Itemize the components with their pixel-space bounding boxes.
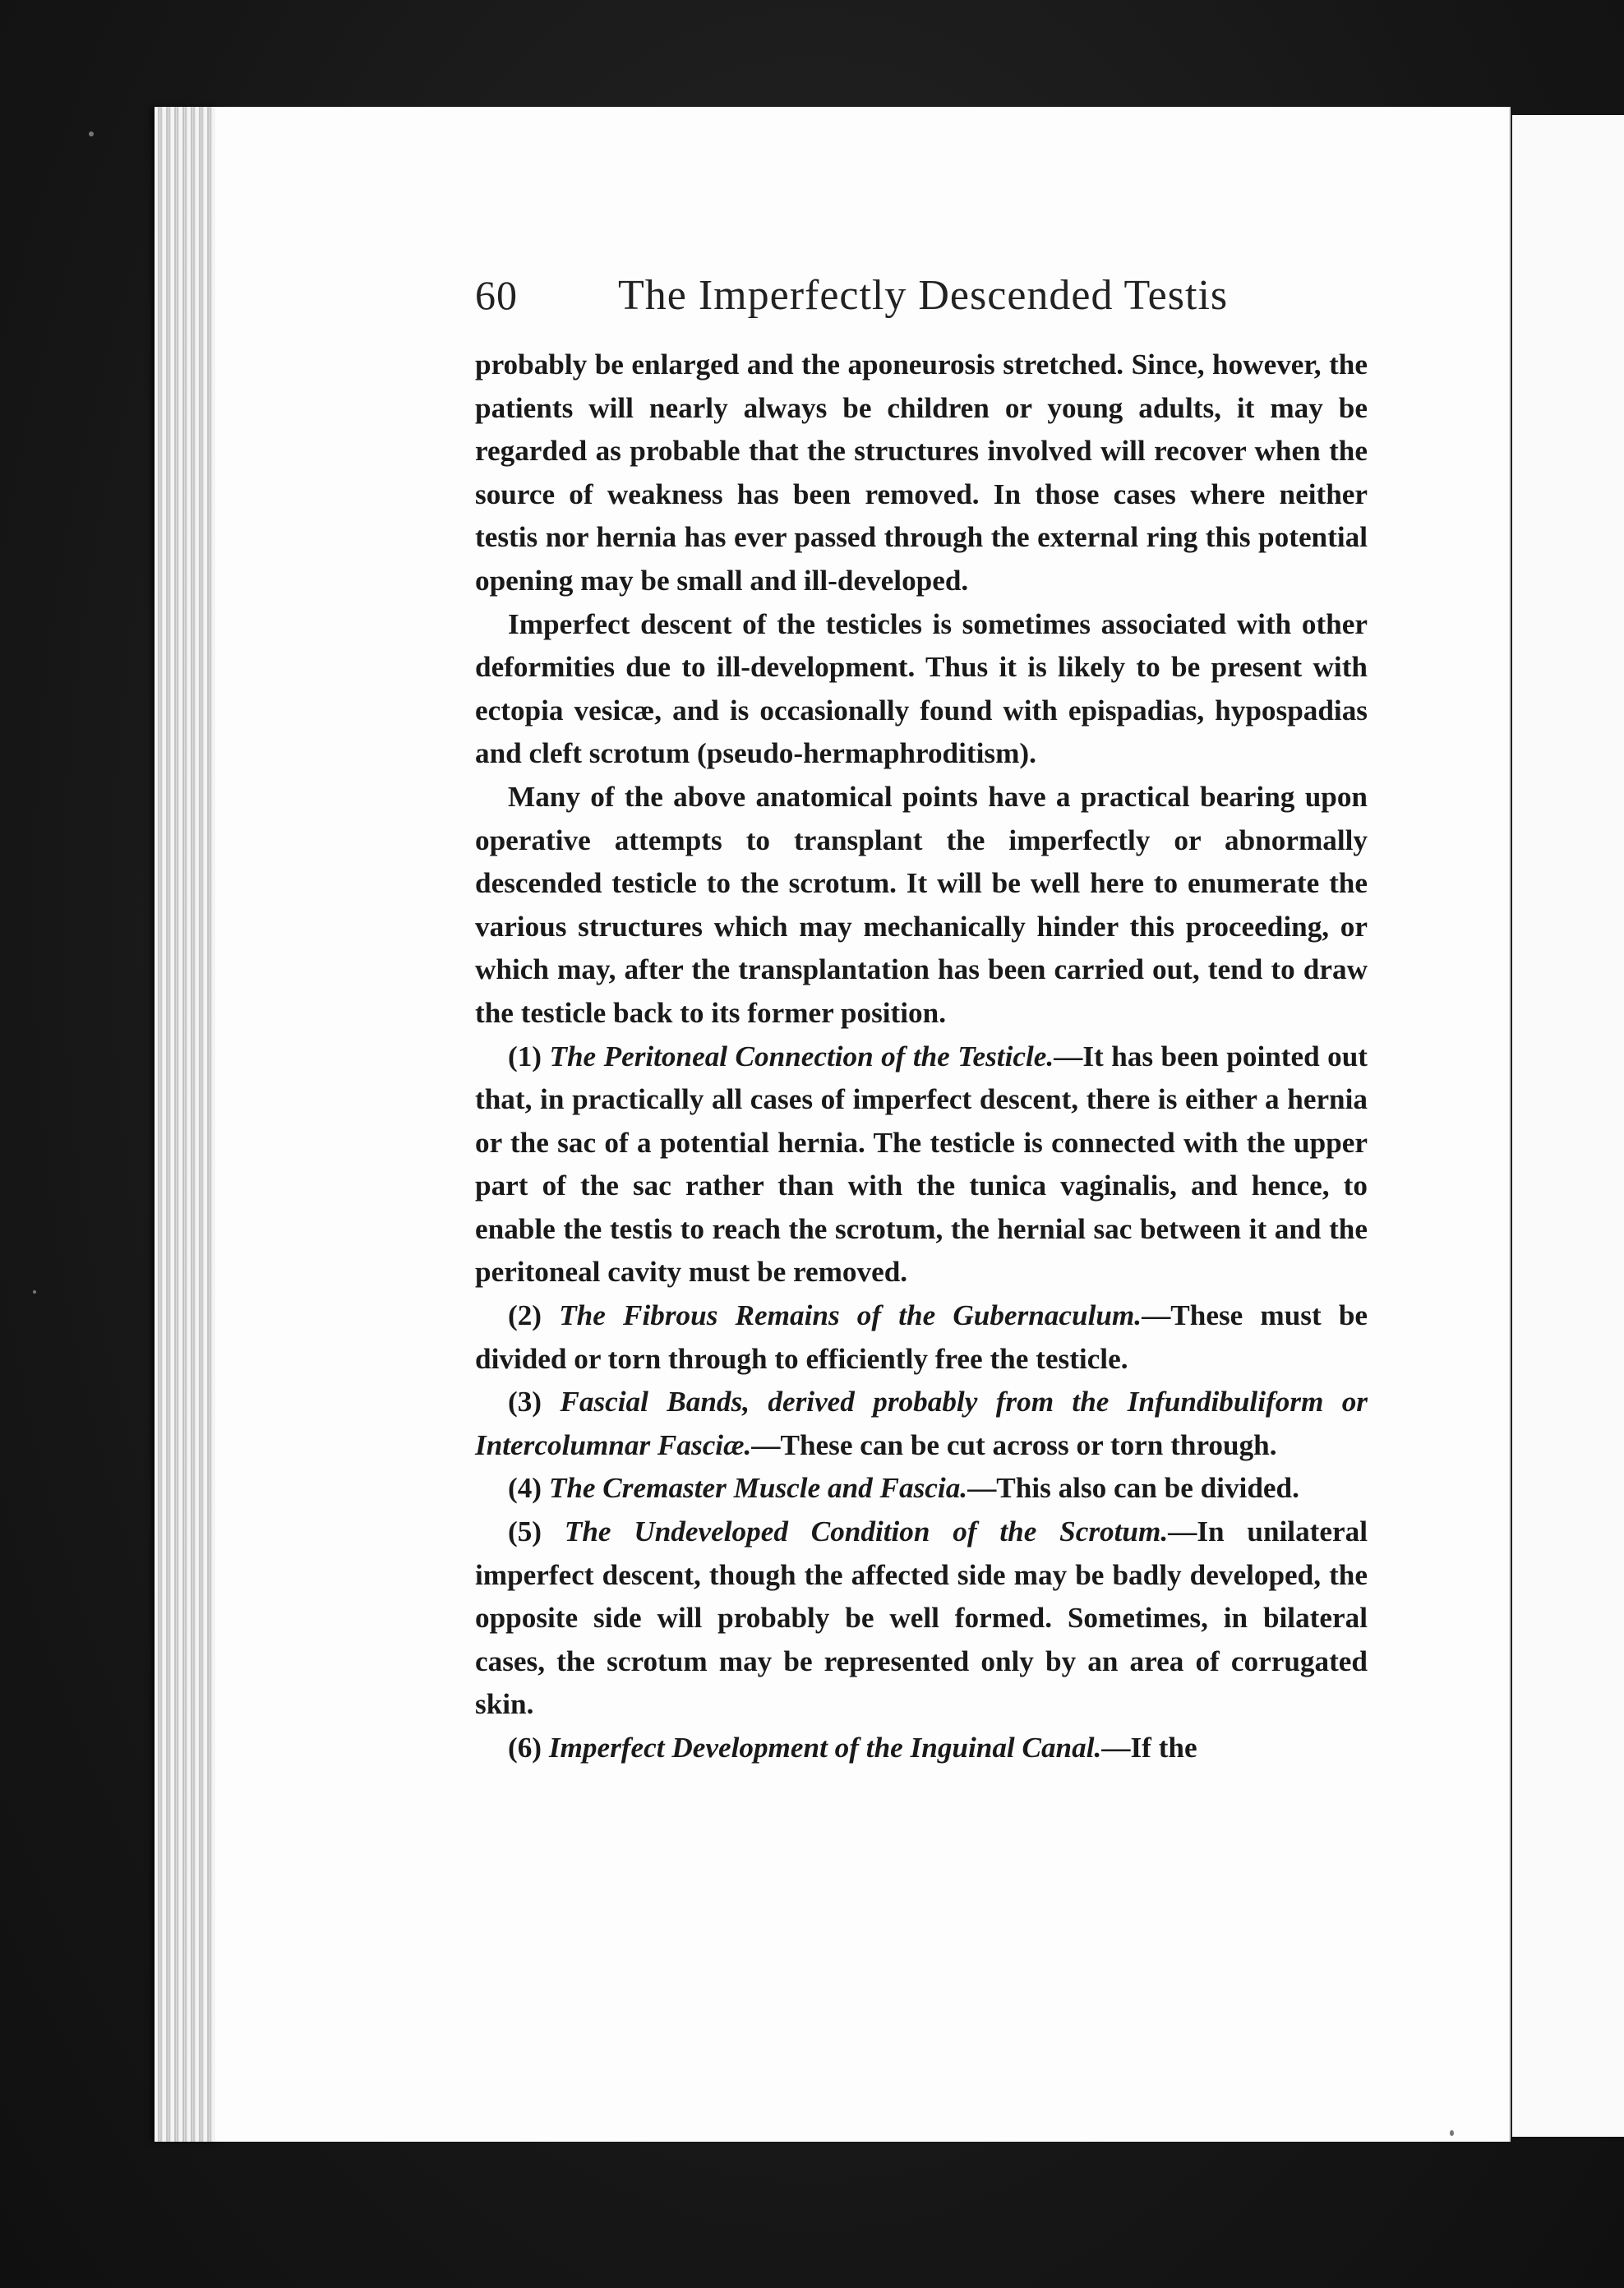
page-stack-edges — [155, 107, 220, 2142]
numbered-item — [475, 1036, 1368, 1295]
item-number: (6) — [508, 1732, 542, 1764]
item-number: (2) — [508, 1299, 542, 1332]
item-title: The Peritoneal Connection of the Testicle. — [549, 1040, 1054, 1072]
item-text: —In unilateral imperfect descent, though the affected side may be badly developed, the opposite side will probably be well formed. Sometimes, in bilateral cases, the scrotum may be represented only by an area of corrugated skin. — [475, 1515, 1368, 1721]
numbered-item — [475, 1467, 1368, 1511]
running-title: The Imperfectly Descended Testis — [618, 272, 1229, 319]
numbered-item — [475, 1381, 1368, 1467]
body-text — [475, 344, 1368, 1770]
page-number: 60 — [475, 272, 518, 318]
item-text: —These can be cut across or torn through. — [751, 1428, 1277, 1461]
dust-speck — [33, 1290, 36, 1294]
paragraph: Many of the above anatomical points have a practical bearing upon operative attempts to transplant the imperfectly or abnormally descended testicle to the scrotum. It will be well here to enumerate the various structures which may mechanically hinder this proceeding, or which may, after the transplantation has been carried out, tend to draw the testicle back to its former position. — [475, 780, 1368, 1029]
item-title: The Cremaster Muscle and Fascia. — [548, 1472, 968, 1505]
item-text: —This also can be divided. — [967, 1472, 1299, 1505]
numbered-item — [475, 1727, 1368, 1770]
paragraph: Imperfect descent of the testicles is sometimes associated with other deformities due to ill-development. Thus it is likely to be present with ectopia vesicæ, and is occasionally found with epispadias, hypospadias and cleft scrotum (pseudo-hermaphroditism). — [475, 607, 1368, 770]
item-text: —If the — [1101, 1732, 1197, 1764]
facing-page-edge — [1509, 115, 1624, 2137]
item-title: The Fibrous Remains of the Gubernaculum. — [559, 1299, 1142, 1332]
item-number: (3) — [508, 1386, 542, 1418]
dust-speck — [89, 131, 94, 136]
page-header — [475, 261, 1297, 327]
item-text: —It has been pointed out that, in practically all cases of imperfect descent, there is either a hernia or the sac of a potential hernia. The testicle is connected with the upper part of the sac rather than with the tunica vaginalis, and hence, to enable the testis to reach the scrotum, the hernial sac between it and the peritoneal cavity must be removed. — [475, 1040, 1368, 1289]
numbered-item — [475, 1511, 1368, 1727]
item-number: (4) — [508, 1472, 542, 1505]
item-text: —These must be divided or torn through to efficiently free the testicle. — [475, 1299, 1368, 1375]
paragraph: probably be enlarged and the aponeurosis stretched. Since, however, the patients will nearly always be children or young adults, it may be regarded as probable that the structures involved will recover when the source of weakness has been removed. In those cases where neither testis nor hernia has ever passed through the external ring this potential opening may be small and ill-developed. — [475, 348, 1368, 597]
item-title: Fascial Bands, derived probably from the Infundibuliform or Intercolumnar Fasciæ. — [475, 1386, 1368, 1461]
item-title: Imperfect Development of the Inguinal Canal. — [548, 1732, 1102, 1764]
item-number: (1) — [508, 1040, 542, 1072]
numbered-item — [475, 1294, 1368, 1381]
dust-speck — [1450, 2130, 1454, 2136]
item-number: (5) — [508, 1515, 542, 1548]
item-title: The Undeveloped Condition of the Scrotum. — [564, 1515, 1169, 1548]
